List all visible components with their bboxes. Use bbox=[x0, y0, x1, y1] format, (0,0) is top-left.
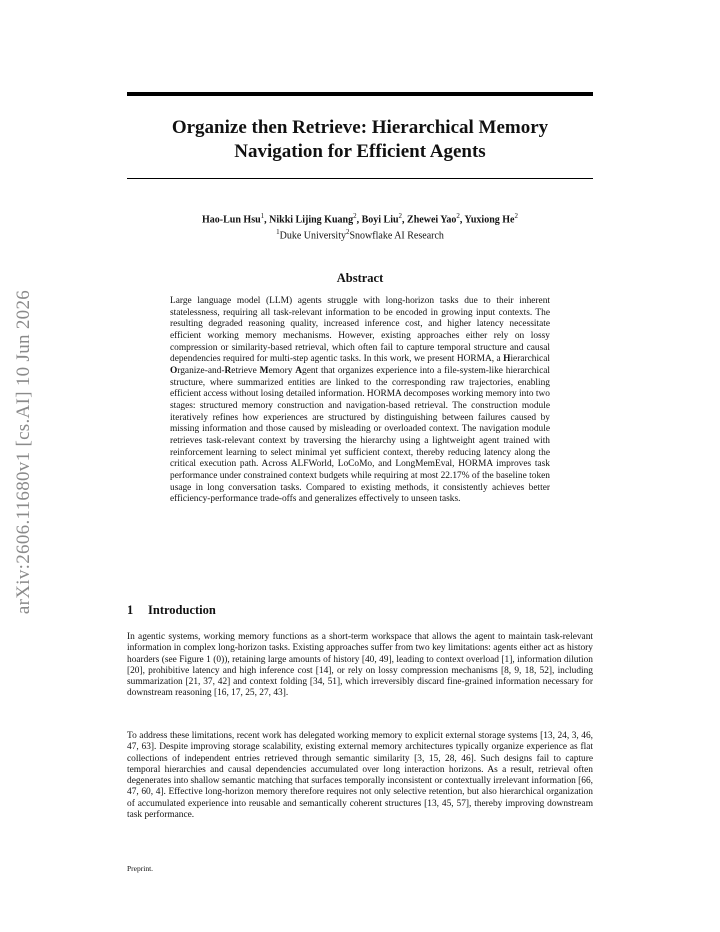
affiliation-list bbox=[127, 226, 593, 242]
affiliation-name: Duke University bbox=[279, 230, 346, 242]
author-affiliation-mark: 2 bbox=[398, 212, 403, 220]
arxiv-side-stamp bbox=[0, 0, 46, 932]
acronym-initial: M bbox=[259, 365, 269, 376]
acronym-rest: ierarchical bbox=[510, 354, 550, 365]
abstract-text-after: that organizes experience into a file-system-like hierarchical structure, where summarized entities are linked to the corresponding raw trajectories, enabling efficient access without losing detailed information. HORMA decomposes working memory into two stages: structured memory construction and navigation-based retrieval. The construction module iteratively refines how experiences are structured by distinguishing between failures caused by missing information and those caused by misleading or overloaded context. The navigation module retrieves task-relevant context by traversing the hierarchy using a lightweight agent trained with reinforcement learning to select minimal yet sufficient context, thereby reducing latency along the critical execution path. Across ALFWorld, LoCoMo, and LongMemEval, HORMA improves task performance under constrained context budgets while requiring at most 22.17% of the baseline token usage in long conversation tasks. Compared to existing methods, it consistently achieves better efficiency-performance trade-offs and generalizes effectively to unseen tasks. bbox=[170, 365, 550, 505]
author-name: Zhewei Yao bbox=[407, 214, 457, 226]
abstract-text-before: Large language model (LLM) agents struggle with long-horizon tasks due to their inherent statelessness, requiring all task-relevant information to be encoded in growing input contexts. The resulting degraded reasoning quality, increased inference cost, and higher latency necessitate efficient working memory mechanisms. However, existing approaches either rely on lossy compression or similarity-based retrieval, which often fail to capture temporal structure and causal dependencies required for multi-step agentic tasks. In this work, we present HORMA, a bbox=[170, 296, 550, 365]
section-heading bbox=[127, 603, 216, 618]
author-affiliation-mark: 2 bbox=[514, 212, 518, 220]
author-affiliation-mark: 2 bbox=[353, 212, 357, 220]
acronym-initial: R bbox=[224, 365, 232, 376]
intro-paragraph-2: To address these limitations, recent work has delegated working memory to explicit external storage systems [13, 24, 3, 46, 47, 63]. Despite improving storage scalability, existing external memory architectures typically organize experience as flat collections of independent entries retrieved through semantic similarity [3, 15, 28, 46]. Such designs fail to capture temporal hierarchies and causal dependencies accumulated over long interaction horizons. As a result, retrieval often degenerates into shallow semantic matching that surfaces temporally inconsistent or contextually irrelevant information [66, 47, 60, 4]. Effective long-horizon memory therefore requires not only selective retention, but also hierarchical organization of accumulated experience into reusable and semantically coherent structures [13, 45, 57], thereby improving downstream task performance. bbox=[127, 731, 594, 821]
author-name: Hao-Lun Hsu bbox=[202, 214, 261, 226]
footer-note: Preprint. bbox=[127, 864, 154, 873]
affiliation-mark: 2 bbox=[345, 228, 350, 237]
acronym-initial: O bbox=[170, 365, 178, 376]
author-affiliation-mark: 1 bbox=[260, 212, 265, 220]
acronym-rest: etrieve bbox=[231, 365, 260, 376]
acronym-initial: H bbox=[503, 354, 511, 365]
title-rule-bottom bbox=[127, 178, 593, 179]
affiliation-name: Snowflake AI Research bbox=[349, 230, 444, 242]
abstract-heading: Abstract bbox=[336, 271, 384, 285]
affiliation-mark: 1 bbox=[276, 228, 280, 237]
arxiv-identifier[interactable]: arXiv:2606.11680v1 [cs.AI] 10 Jun 2026 bbox=[13, 289, 34, 615]
author-name: Boyi Liu bbox=[361, 214, 399, 226]
abstract-text bbox=[170, 296, 550, 506]
section-number: 1 bbox=[127, 603, 134, 617]
author-name: Nikki Lijing Kuang bbox=[269, 214, 354, 226]
author-affiliation-mark: 2 bbox=[456, 212, 460, 220]
acronym-rest: rganize-and- bbox=[177, 365, 225, 376]
acronym-initial: A bbox=[295, 365, 302, 376]
acronym-rest: gent bbox=[302, 365, 319, 376]
author-list: Hao-Lun Hsu$^1$, Nikki Lijing Kuang$^2$, Boyi Liu$^2$, Zhewei Yao$^2$, Yuxiong He$^2$ bbox=[202, 212, 518, 226]
paper-title: Organize then Retrieve: Hierarchical Memory Navigation for Efficient Agents bbox=[171, 117, 549, 162]
section-title: Introduction bbox=[148, 603, 216, 617]
intro-paragraph-1: In agentic systems, working memory functions as a short-term workspace that allows the agent to maintain task-relevant information in complex long-horizon tasks. Existing approaches suffer from two key limitations: agents either act as history hoarders (see Figure 1 (0)), retaining large amounts of history [40, 49], leading to context overload [1], information dilution [20], prohibitive latency and high inference cost [14], or rely on lossy compression mechanisms [8, 9, 18, 52], including summarization [21, 37, 42] and context folding [34, 51], which irreversibly discard fine-grained information necessary for downstream reasoning [16, 17, 25, 27, 43]. bbox=[127, 632, 593, 699]
title-rule-top bbox=[127, 92, 593, 96]
author-block bbox=[127, 210, 593, 243]
acronym-rest: emory bbox=[268, 365, 296, 376]
author-name: Yuxiong He bbox=[464, 214, 515, 226]
